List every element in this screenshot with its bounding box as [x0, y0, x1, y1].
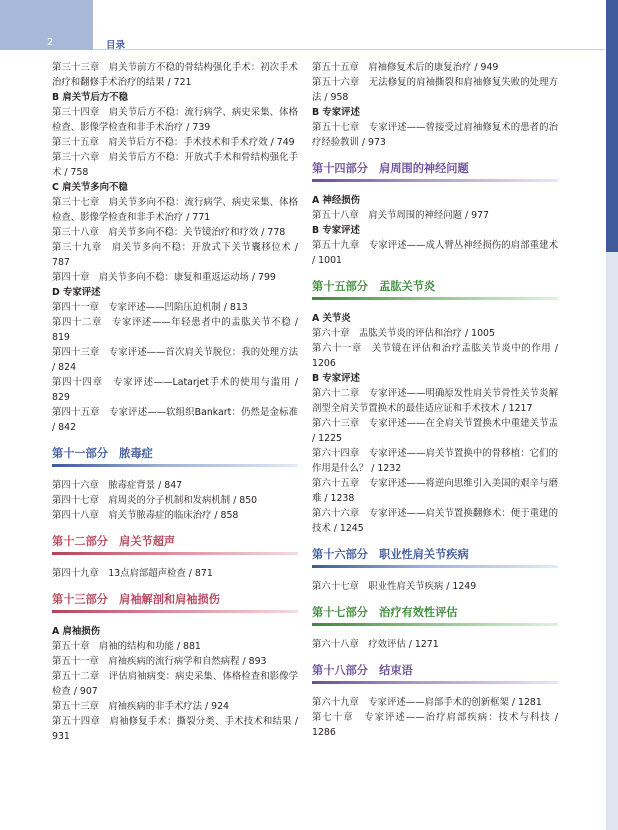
chapter-entry: 第三十九章 肩关节多向不稳：开放式下关节囊移位术 / 787	[52, 242, 298, 268]
section-heading: B 专家评述	[312, 225, 360, 236]
chapter-entry: 第四十五章 专家评述——软组织Bankart：仍然是金标准 / 842	[52, 407, 298, 433]
chapter-entry: 第六十一章 关节镜在评估和治疗盂肱关节炎中的作用 / 1206	[312, 343, 558, 369]
chapter-entry: 第四十一章 专家评述——凹陷压迫机制 / 813	[52, 302, 248, 313]
chapter-entry: 第四十三章 专家评述——首次肩关节脱位：我的处理方法 / 824	[52, 347, 298, 373]
chapter-entry: 第五十章 肩袖的结构和功能 / 881	[52, 641, 201, 652]
chapter-entry: 第七十章 专家评述——治疗肩部疾病：技术与科技 / 1286	[312, 712, 558, 738]
chapter-entry: 第三十三章 肩关节前方不稳的骨结构强化手术：初次手术治疗和翻修手术治疗的结果 / 721	[52, 62, 298, 88]
chapter-entry: 第三十六章 肩关节后方不稳：开放式手术和骨结构强化手术 / 758	[52, 152, 298, 178]
part-heading	[52, 444, 298, 471]
chapter-entry: 第三十五章 肩关节后方不稳：手术技术和手术疗效 / 749	[52, 137, 295, 148]
part-rule	[312, 681, 558, 684]
section-heading: A 肩袖损伤	[52, 626, 101, 637]
part-title: 第十三部分 肩袖解剖和肩袖损伤	[52, 593, 220, 606]
chapter-entry: 第六十九章 专家评述——肩部手术的创新框架 / 1281	[312, 697, 542, 708]
running-head: 目录	[106, 40, 126, 51]
chapter-entry: 第六十七章 职业性肩关节疾病 / 1249	[312, 581, 477, 592]
chapter-entry: 第六十六章 专家评述——肩关节置换翻修术：便于重建的技术 / 1245	[312, 508, 558, 534]
section-heading: B 肩关节后方不稳	[52, 92, 129, 103]
chapter-entry: 第五十四章 肩袖修复手术：撕裂分类、手术技术和结果 / 931	[52, 716, 298, 742]
part-rule	[52, 552, 298, 555]
chapter-entry: 第五十一章 肩袖疾病的流行病学和自然病程 / 893	[52, 656, 267, 667]
part-title: 第十五部分 盂肱关节炎	[312, 280, 436, 293]
chapter-entry: 第六十五章 专家评述——将逆向思维引入美国的艰辛与磨难 / 1238	[312, 478, 558, 504]
part-rule	[312, 565, 558, 568]
toc-right-column	[312, 60, 558, 740]
part-rule	[52, 610, 298, 613]
chapter-entry: 第六十四章 专家评述——肩关节置换中的骨移植：它们的作用是什么？ / 1232	[312, 448, 558, 474]
part-heading	[312, 603, 558, 630]
thumb-index-strip	[606, 252, 618, 830]
section-heading: C 肩关节多向不稳	[52, 182, 128, 193]
chapter-entry: 第三十四章 肩关节后方不稳：流行病学、病史采集、体格检查、影像学检查和非手术治疗 / 739	[52, 107, 298, 133]
chapter-entry: 第六十章 盂肱关节炎的评估和治疗 / 1005	[312, 328, 495, 339]
chapter-entry: 第四十八章 肩关节脓毒症的临床治疗 / 858	[52, 510, 239, 521]
part-rule	[312, 297, 558, 300]
section-heading: A 神经损伤	[312, 195, 361, 206]
section-heading: A 关节炎	[312, 313, 351, 324]
part-rule	[312, 623, 558, 626]
section-heading: B 专家评述	[312, 373, 360, 384]
thumb-index-tab	[606, 0, 618, 252]
part-heading	[312, 661, 558, 688]
part-title: 第十四部分 肩周围的神经问题	[312, 162, 469, 175]
part-heading	[312, 545, 558, 572]
part-heading	[312, 277, 558, 304]
part-title: 第十一部分 脓毒症	[52, 447, 153, 460]
chapter-entry: 第五十九章 专家评述——成人臂丛神经损伤的肩部重建术 / 1001	[312, 240, 558, 266]
chapter-entry: 第四十七章 肩周炎的分子机制和发病机制 / 850	[52, 495, 258, 506]
chapter-entry: 第六十二章 专家评述——明确原发性肩关节骨性关节炎解剖型全肩关节置换术的最佳适应证和手术技术 / 1217	[312, 388, 558, 414]
chapter-entry: 第三十八章 肩关节多向不稳：关节镜治疗和疗效 / 778	[52, 227, 286, 238]
part-title: 第十二部分 肩关节超声	[52, 535, 176, 548]
section-heading: B 专家评述	[312, 107, 360, 118]
chapter-entry: 第五十三章 肩袖疾病的非手术疗法 / 924	[52, 701, 230, 712]
page-number: 2	[47, 37, 54, 48]
chapter-entry: 第六十八章 疗效评估 / 1271	[312, 639, 439, 650]
part-heading	[312, 159, 558, 186]
chapter-entry: 第五十八章 肩关节周围的神经问题 / 977	[312, 210, 490, 221]
chapter-entry: 第四十章 肩关节多向不稳：康复和重返运动场 / 799	[52, 272, 276, 283]
chapter-entry: 第三十七章 肩关节多向不稳：流行病学、病史采集、体格检查、影像学检查和非手术治疗 / 771	[52, 197, 298, 223]
chapter-entry: 第四十六章 脓毒症背景 / 847	[52, 480, 183, 491]
chapter-entry: 第六十三章 专家评述——在全肩关节置换术中重建关节盂 / 1225	[312, 418, 558, 444]
chapter-entry: 第五十五章 肩袖修复术后的康复治疗 / 949	[312, 62, 499, 73]
chapter-entry: 第四十九章 13点肩部超声检查 / 871	[52, 568, 213, 579]
section-heading: D 专家评述	[52, 287, 101, 298]
header-rule	[93, 49, 605, 50]
part-heading	[52, 590, 298, 617]
chapter-entry: 第四十二章 专家评述——年轻患者中的盂肱关节不稳 / 819	[52, 317, 298, 343]
toc-left-column	[52, 60, 298, 744]
part-rule	[52, 464, 298, 467]
chapter-entry: 第五十六章 无法修复的肩袖撕裂和肩袖修复失败的处理方法 / 958	[312, 77, 558, 103]
chapter-entry: 第五十二章 评估肩袖病变：病史采集、体格检查和影像学检查 / 907	[52, 671, 298, 697]
part-title: 第十六部分 职业性肩关节疾病	[312, 548, 469, 561]
part-rule	[312, 179, 558, 182]
chapter-entry: 第五十七章 专家评述——曾接受过肩袖修复术的患者的治疗经验教训 / 973	[312, 122, 558, 148]
part-title: 第十七部分 治疗有效性评估	[312, 606, 458, 619]
part-title: 第十八部分 结束语	[312, 664, 413, 677]
part-heading	[52, 532, 298, 559]
chapter-entry: 第四十四章 专家评述——Latarjet手术的使用与滥用 / 829	[52, 377, 298, 403]
